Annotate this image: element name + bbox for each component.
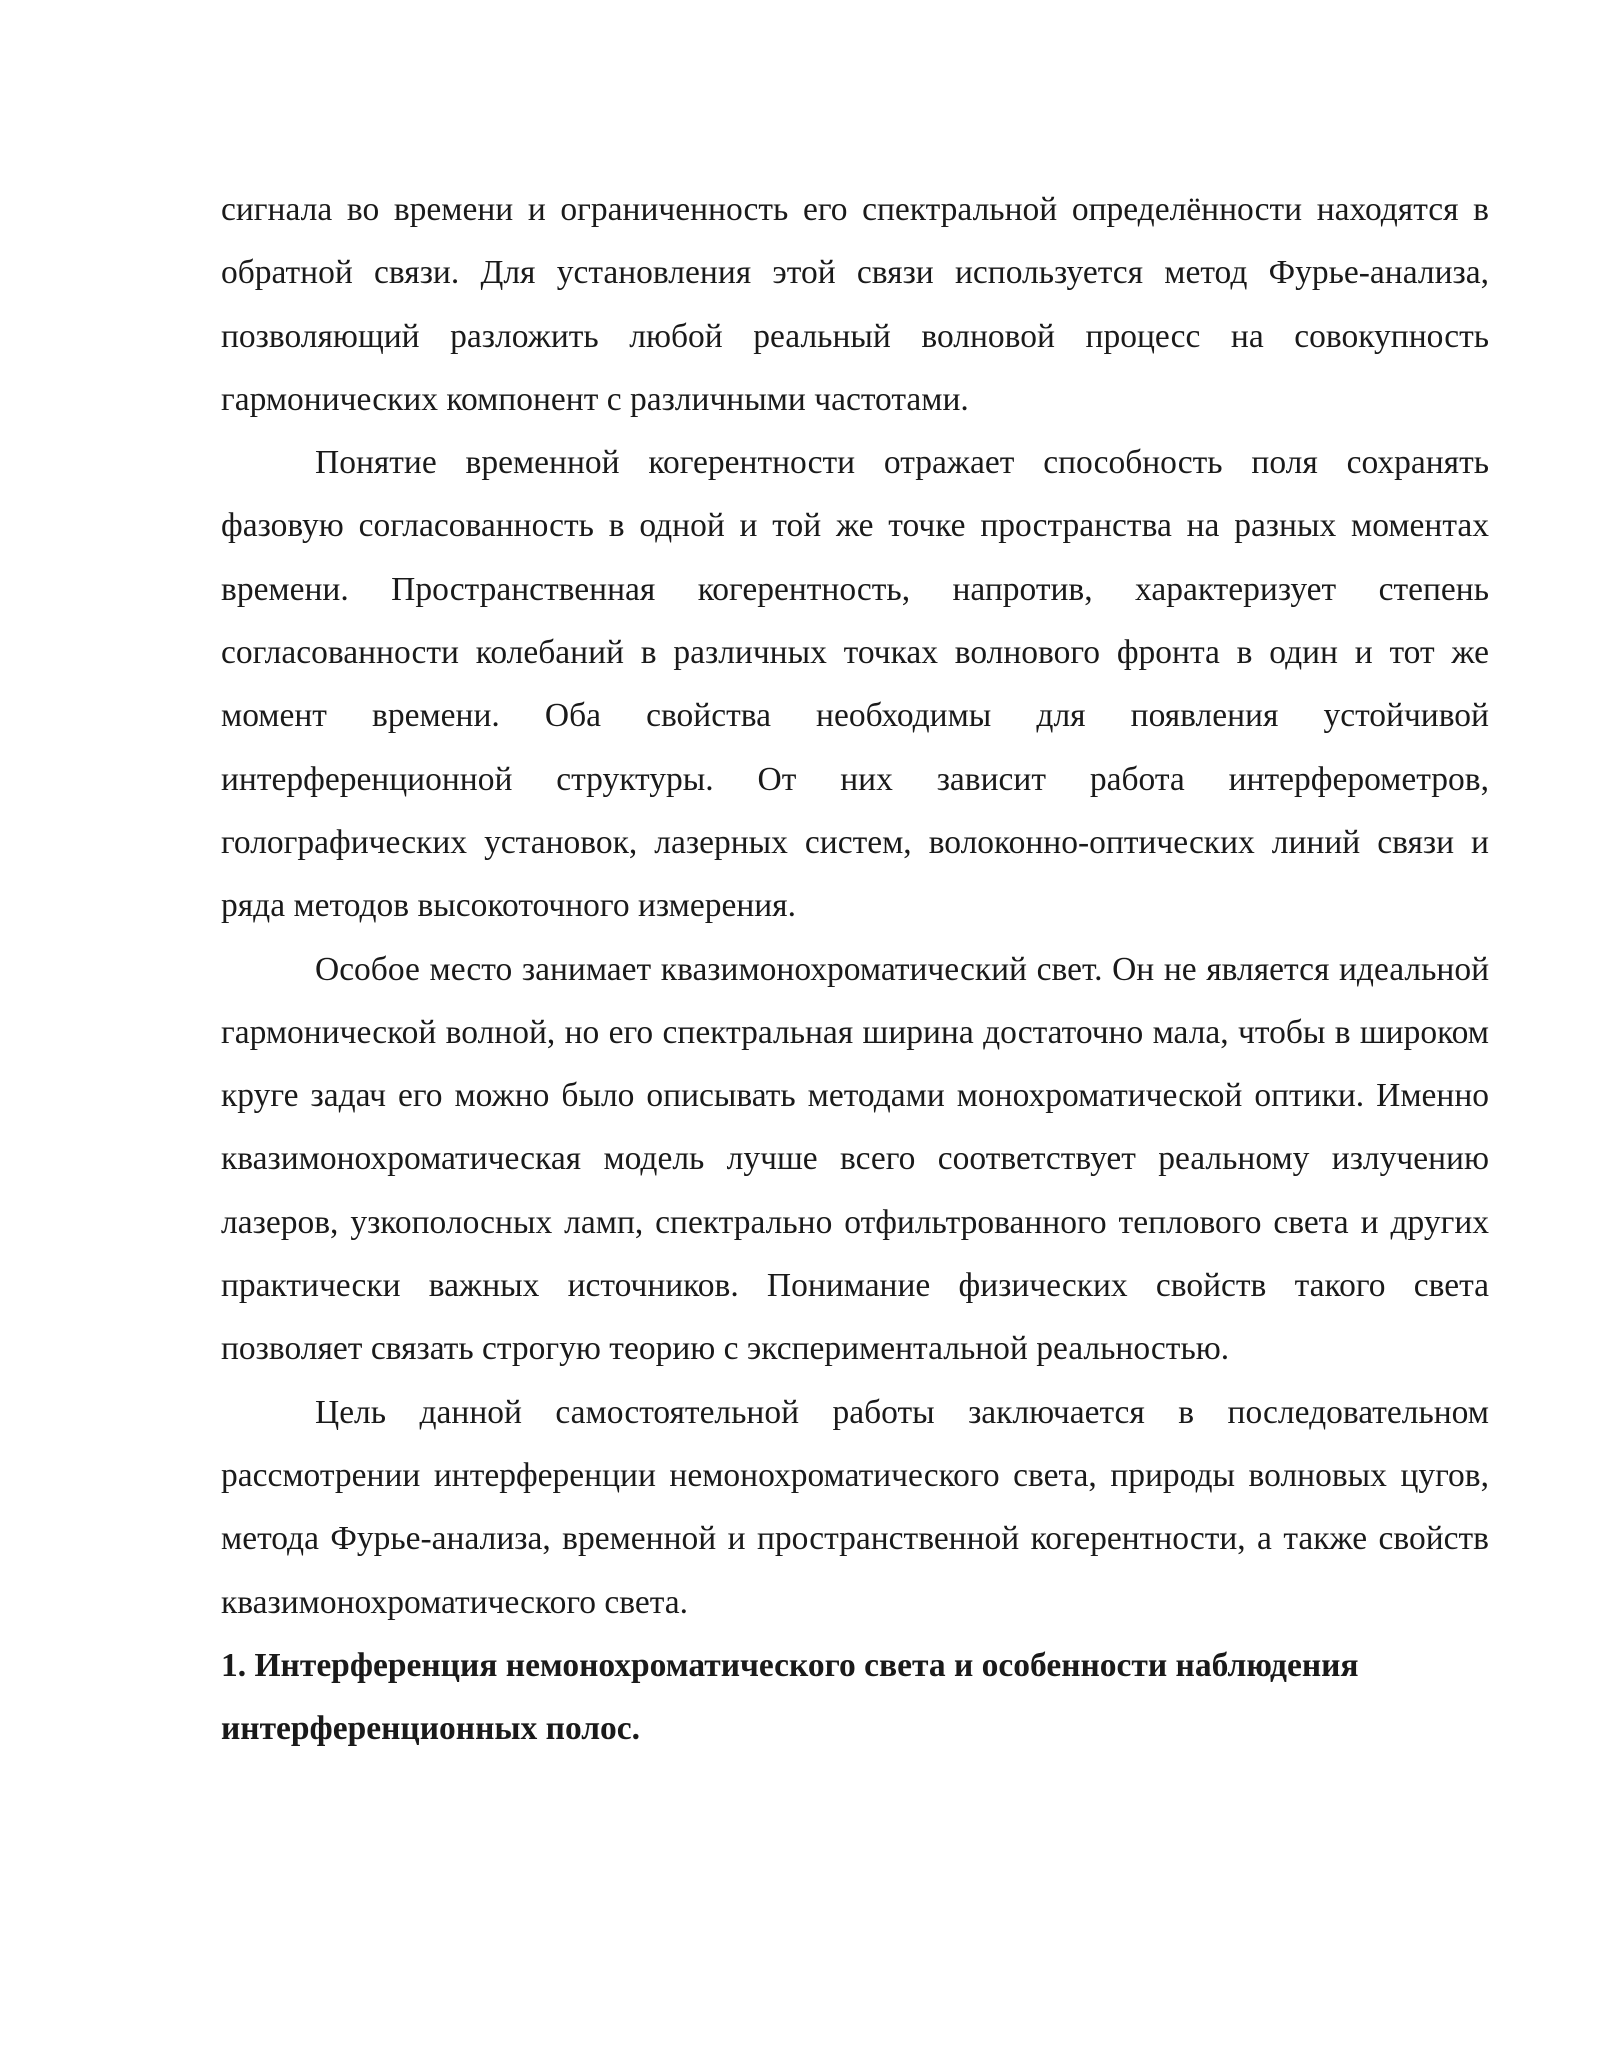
document-body bbox=[221, 178, 1489, 1760]
paragraph-coherence: Понятие временной когерентности отражает способность поля сохранять фазовую согласованность в одной и той же точке пространства на разных моментах времени. Пространственная когерентность, напротив, характеризует степень согласованности колебаний в различных точках волнового фронта в один и тот же момент времени. Оба свойства необходимы для появления устойчивой интерференционной структуры. От них зависит работа интерферометров, голографических установок, лазерных систем, волоконно-оптических линий связи и ряда методов высокоточного измерения. bbox=[221, 444, 1489, 925]
paragraph-goal: Цель данной самостоятельной работы заключается в последовательном рассмотрении интерференции немонохроматического света, природы волновых цугов, метода Фурье-анализа, временной и пространственной когерентности, а также свойств квазимонохроматического света. bbox=[221, 1393, 1489, 1621]
section-heading: 1. Интерференция немонохроматического света и особенности наблюдения интерференционных полос. bbox=[221, 1646, 1359, 1748]
paragraph-continuation: сигнала во времени и ограниченность его спектральной определённости находятся в обратной связи. Для установления этой связи используется метод Фурье-анализа, позволяющий разложить любой реальный волновой процесс на совокупность гармонических компонент с различными частотами. bbox=[221, 191, 1489, 418]
paragraph-quasimonochromatic: Особое место занимает квазимонохроматический свет. Он не является идеальной гармонической волной, но его спектральная ширина достаточно мала, чтобы в широком круге задач его можно было описывать методами монохроматической оптики. Именно квазимонохроматическая модель лучше всего соответствует реальному излучению лазеров, узкополосных ламп, спектрально отфильтрованного теплового света и других практически важных источников. Понимание физических свойств такого света позволяет связать строгую теорию с экспериментальной реальностью. bbox=[221, 950, 1489, 1368]
